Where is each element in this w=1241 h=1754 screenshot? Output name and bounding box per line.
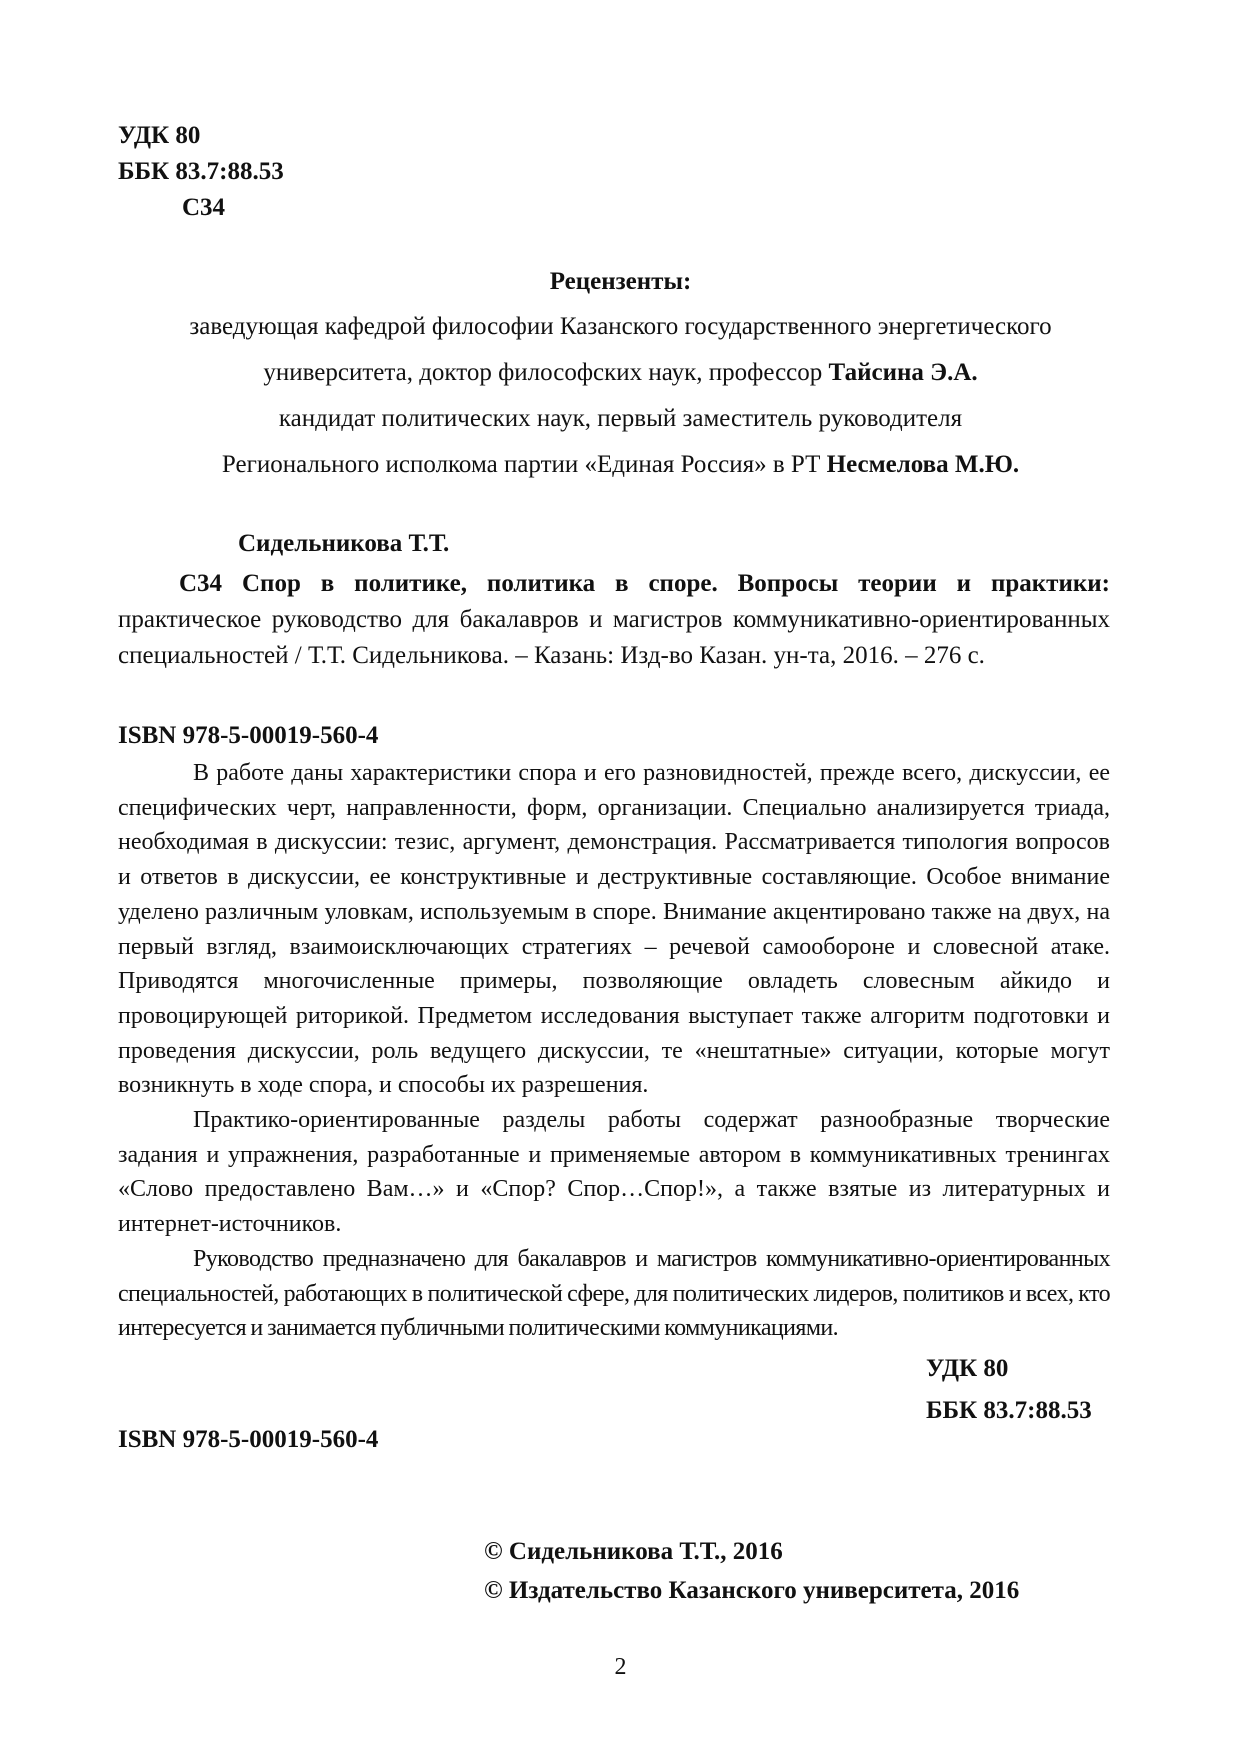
reviewers-block <box>0 264 1241 488</box>
reviewer-2-name: Несмелова М.Ю. <box>826 451 1020 478</box>
bibliography-title: Спор в политике, политика в споре. Вопросы теории и практики: <box>241 570 1110 597</box>
copyright-author: © Сидельникова Т.Т., 2016 <box>484 1538 783 1565</box>
udk-code: УДК 80 <box>118 122 201 149</box>
udk-code-bottom: УДК 80 <box>926 1355 1009 1382</box>
classification-block <box>118 118 284 226</box>
reviewer-2-line-1: кандидат политических наук, первый заместитель руководителя <box>278 405 963 432</box>
reviewer-2-line-2 <box>0 442 1241 488</box>
bbk-code-bottom: ББК 83.7:88.53 <box>926 1397 1092 1424</box>
reviewer-1-position: университета, доктор философских наук, профессор <box>263 359 823 386</box>
reviewers-title: Рецензенты: <box>549 268 692 295</box>
annotation-paragraph-2: Практико-ориентированные разделы работы содержат разнообразные творческие задания и упражнения, разработанные и применяемые автором в коммуникативных тренингах «Слово предоставлено Вам…» и «Спор? Спор…Спор!», а также взятые из литературных и интернет-источников. <box>118 1107 1110 1238</box>
classification-bottom <box>926 1348 1092 1432</box>
author-sign: С34 <box>182 194 226 221</box>
annotation-paragraph-3: Руководство предназначено для бакалавров и магистров коммуникативно-ориентированных специальностей, работающих в политической сфере, для политических лидеров, политиков и всех, кто интересуется и занимается публичными политическими коммуникациями. <box>118 1245 1110 1342</box>
reviewer-1-name: Тайсина Э.А. <box>828 359 978 386</box>
bibliography-description: практическое руководство для бакалавров и магистров коммуникативно-ориентированных специальностей / Т.Т. Сидельникова. – Казань: Изд-во Казан. ун-та, 2016. – 276 с. <box>118 606 1110 669</box>
reviewer-1-line-2 <box>0 350 1241 396</box>
page-number: 2 <box>614 1654 627 1680</box>
copyright-block <box>484 1532 1019 1610</box>
bibliography-entry <box>118 566 1110 674</box>
copyright-publisher: © Издательство Казанского университета, 2016 <box>484 1577 1020 1604</box>
isbn-bottom: ISBN 978-5-00019-560-4 <box>118 1426 379 1453</box>
bibliography-author: Сидельникова Т.Т. <box>238 530 450 557</box>
reviewer-2-position: Регионального исполкома партии «Единая Россия» в РТ <box>221 451 821 478</box>
annotation-paragraph-1: В работе даны характеристики спора и его разновидностей, прежде всего, дискуссии, ее специфических черт, направленности, форм, организации. Специально анализируется триада, необходимая в дискуссии: тезис, аргумент, демонстрация. Рассматривается типология вопросов и ответов в дискуссии, ее конструктивные и деструктивные составляющие. Особое внимание уделено различным уловкам, используемым в споре. Внимание акцентировано также на двух, на первый взгляд, взаимоисключающих стратегиях – речевой самообороне и словесной атаке. Приводятся многочисленные примеры, позволяющие овладеть словесным айкидо и провоцирующей риторикой. Предметом исследования выступает также алгоритм подготовки и проведения дискуссии, роль ведущего дискуссии, те «нештатные» ситуации, которые могут возникнуть в ходе спора, и способы их разрешения. <box>118 760 1110 1099</box>
bbk-code: ББК 83.7:88.53 <box>118 158 284 185</box>
reviewer-1-line-1: заведующая кафедрой философии Казанского государственного энергетического <box>189 313 1052 340</box>
bibliography-sign: С34 <box>179 570 223 597</box>
isbn-heading: ISBN 978-5-00019-560-4 <box>118 722 379 749</box>
annotation <box>118 756 1110 1346</box>
